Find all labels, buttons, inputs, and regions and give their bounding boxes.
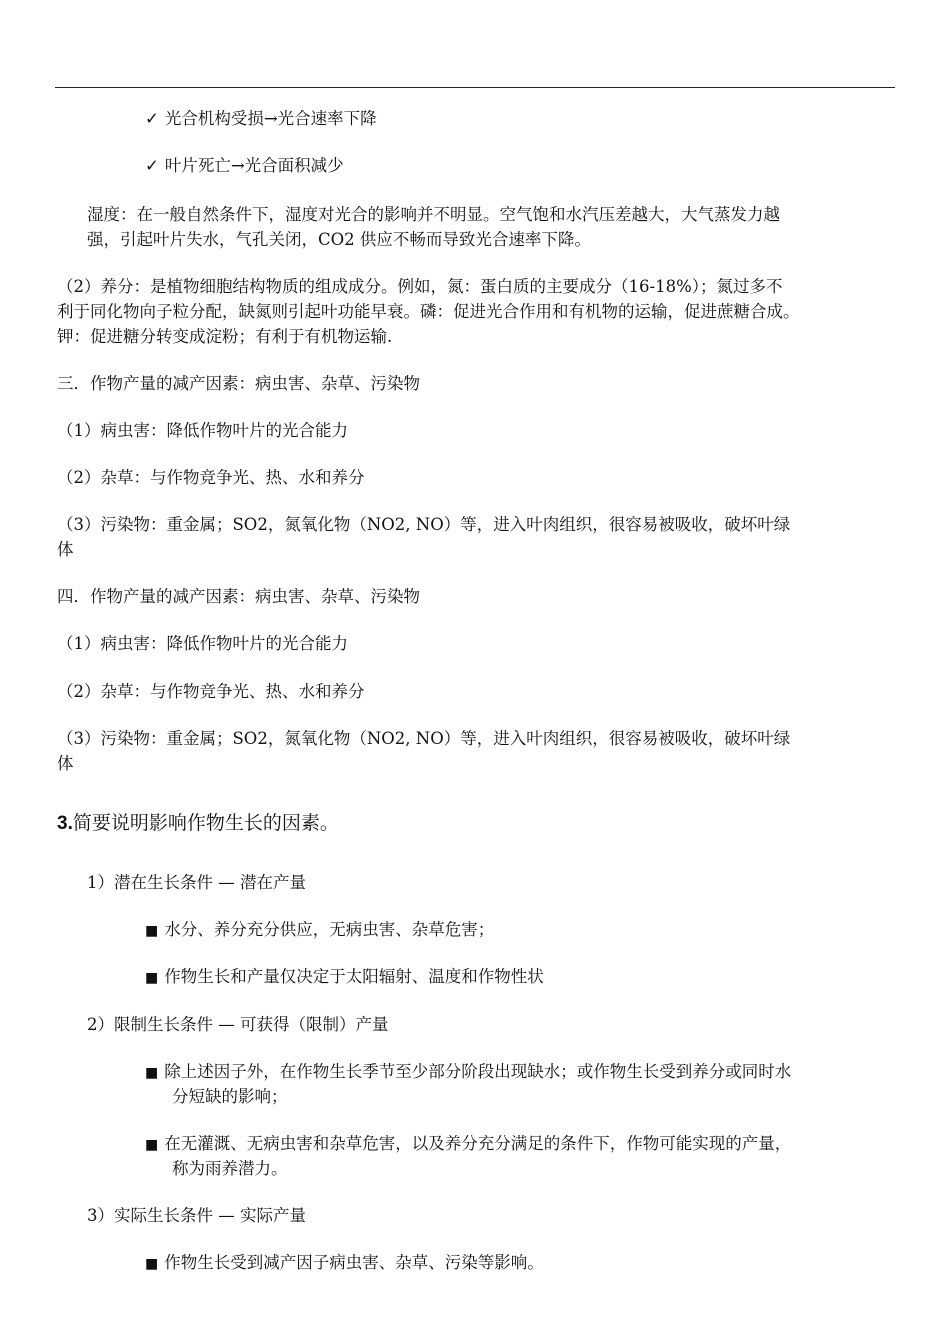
- part4-item-pollutants-line-2: 体: [57, 754, 74, 773]
- check-item-text: 光合机构受损→光合速率下降: [164, 109, 377, 128]
- actual-heading: 3）实际生长条件 — 实际产量: [87, 1206, 306, 1225]
- bullet-text: 作物生长受到减产因子病虫害、杂草、污染等影响。: [164, 1253, 544, 1272]
- humidity-line-1: 湿度：在一般自然条件下，湿度对光合的影响并不明显。空气饱和水汽压差越大，大气蒸发力越: [87, 205, 780, 224]
- part3-item-pests: （1）病虫害：降低作物叶片的光合能力: [57, 421, 348, 440]
- square-bullet-icon: ■: [145, 1065, 159, 1081]
- limited-bullet-2-line-1: [145, 1132, 791, 1157]
- part3-item-pollutants-line-2: 体: [57, 540, 74, 559]
- nutrient-line-2: 利于同化物向子粒分配，缺氮则引起叶功能早衰。磷：促进光合作用和有机物的运输，促进蔗糖合成。: [57, 302, 800, 321]
- part3-item-pollutants-line-1: （3）污染物：重金属；SO2，氮氧化物（NO2, NO）等，进入叶肉组织，很容易被吸收，破坏叶绿: [57, 515, 791, 534]
- potential-bullet-1: [145, 918, 494, 943]
- bullet-text: 作物生长和产量仅决定于太阳辐射、温度和作物性状: [164, 967, 544, 986]
- humidity-line-2: 强，引起叶片失水，气孔关闭，CO2 供应不畅而导致光合速率下降。: [87, 230, 591, 249]
- limited-bullet-1-line-1: [145, 1060, 791, 1085]
- bullet-text: 在无灌溉、无病虫害和杂草危害，以及养分充分满足的条件下，作物可能实现的产量，: [164, 1134, 792, 1153]
- actual-bullet-1: [145, 1251, 544, 1276]
- question-number: 3.: [57, 813, 73, 834]
- square-bullet-icon: ■: [145, 923, 159, 939]
- header-rule: [55, 87, 895, 88]
- bullet-text: 水分、养分充分供应，无病虫害、杂草危害；: [164, 920, 495, 939]
- question-3-heading: [57, 809, 339, 838]
- square-bullet-icon: ■: [145, 970, 159, 986]
- limited-bullet-1-line-2: 分短缺的影响；: [172, 1087, 288, 1106]
- square-bullet-icon: ■: [145, 1137, 159, 1153]
- check-item-text: 叶片死亡→光合面积减少: [164, 156, 344, 175]
- part4-item-weeds: （2）杂草：与作物竞争光、热、水和养分: [57, 682, 365, 701]
- bullet-text: 除上述因子外，在作物生长季节至少部分阶段出现缺水；或作物生长受到养分或同时水: [164, 1062, 792, 1081]
- question-title: 简要说明影响作物生长的因素。: [72, 812, 339, 834]
- part4-item-pollutants-line-1: （3）污染物：重金属；SO2，氮氧化物（NO2, NO）等，进入叶肉组织，很容易被吸收，破坏叶绿: [57, 729, 791, 748]
- limited-heading: 2）限制生长条件 — 可获得（限制）产量: [87, 1015, 389, 1034]
- part4-item-pests: （1）病虫害：降低作物叶片的光合能力: [57, 634, 348, 653]
- part4-title: 四．作物产量的减产因素：病虫害、杂草、污染物: [57, 587, 420, 606]
- check-icon: ✓: [145, 109, 159, 128]
- check-icon: ✓: [145, 156, 159, 175]
- potential-heading: 1）潜在生长条件 — 潜在产量: [87, 873, 306, 892]
- nutrient-line-1: （2）养分：是植物细胞结构物质的组成成分。例如，氮：蛋白质的主要成分（16-18%）；氮过多不: [57, 277, 783, 296]
- nutrient-line-3: 钾：促进糖分转变成淀粉；有利于有机物运输.: [57, 327, 393, 346]
- check-item-death: [145, 154, 344, 178]
- part3-title: 三．作物产量的减产因素：病虫害、杂草、污染物: [57, 374, 420, 393]
- potential-bullet-2: [145, 965, 544, 990]
- check-item-damage: [145, 107, 377, 131]
- limited-bullet-2-line-2: 称为雨养潜力。: [172, 1159, 288, 1178]
- square-bullet-icon: ■: [145, 1256, 159, 1272]
- part3-item-weeds: （2）杂草：与作物竞争光、热、水和养分: [57, 468, 365, 487]
